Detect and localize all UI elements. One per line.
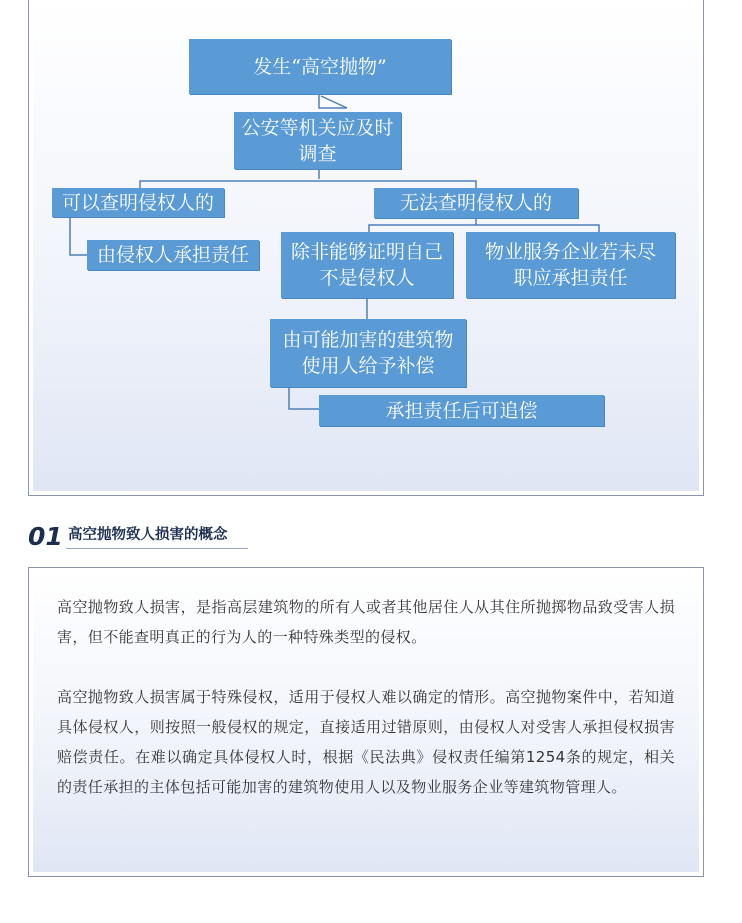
connector-occurrence-police-arrow [321,96,347,108]
node-infringer-liable: 由侵权人承担责任 [87,240,259,270]
node-identifiable: 可以查明侵权人的 [52,188,224,217]
paragraph-definition: 高空抛物致人损害，是指高层建筑物的所有人或者其他居住人从其住所抛掷物品致受害人损害，但不能查明真正的行为人的一种特殊类型的侵权。 [57,598,675,646]
flowchart-panel [28,0,704,496]
node-police-investigate: 公安等机关应及时 调查 [234,112,401,169]
section-title: 高空抛物致人损害的概念 [68,527,228,543]
section-number: 01 [28,522,63,551]
node-occurrence: 发生“高空抛物” [189,39,451,94]
node-compensation: 由可能加害的建筑物 使用人给予补偿 [270,319,466,387]
connector-branch-bar [140,181,476,188]
node-unless-prove: 除非能够证明自己 不是侵权人 [281,232,453,298]
section-underline [66,548,248,549]
connector-unidentifiable-bar [369,225,599,232]
text-panel [28,567,704,877]
node-recourse: 承担责任后可追偿 [319,395,604,426]
paragraph-liability: 高空抛物致人损害属于特殊侵权，适用于侵权人难以确定的情形。高空抛物案件中，若知道具体侵权人，则按照一般侵权的规定，直接适用过错原则，由侵权人对受害人承担侵权损害赔偿责任。在难以确定具体侵权人时，根据《民法典》侵权责任编第1254条的规定，相关的责任承担的主体包括可能加害的建筑物使用人以及物业服务企业等建筑物管理人。 [57,688,675,796]
connector-compensation-recourse [289,387,319,409]
node-property-management: 物业服务企业若未尽 职应承担责任 [466,232,675,298]
connector-identifiable-liable [70,217,87,255]
node-unidentifiable: 无法查明侵权人的 [374,188,578,218]
